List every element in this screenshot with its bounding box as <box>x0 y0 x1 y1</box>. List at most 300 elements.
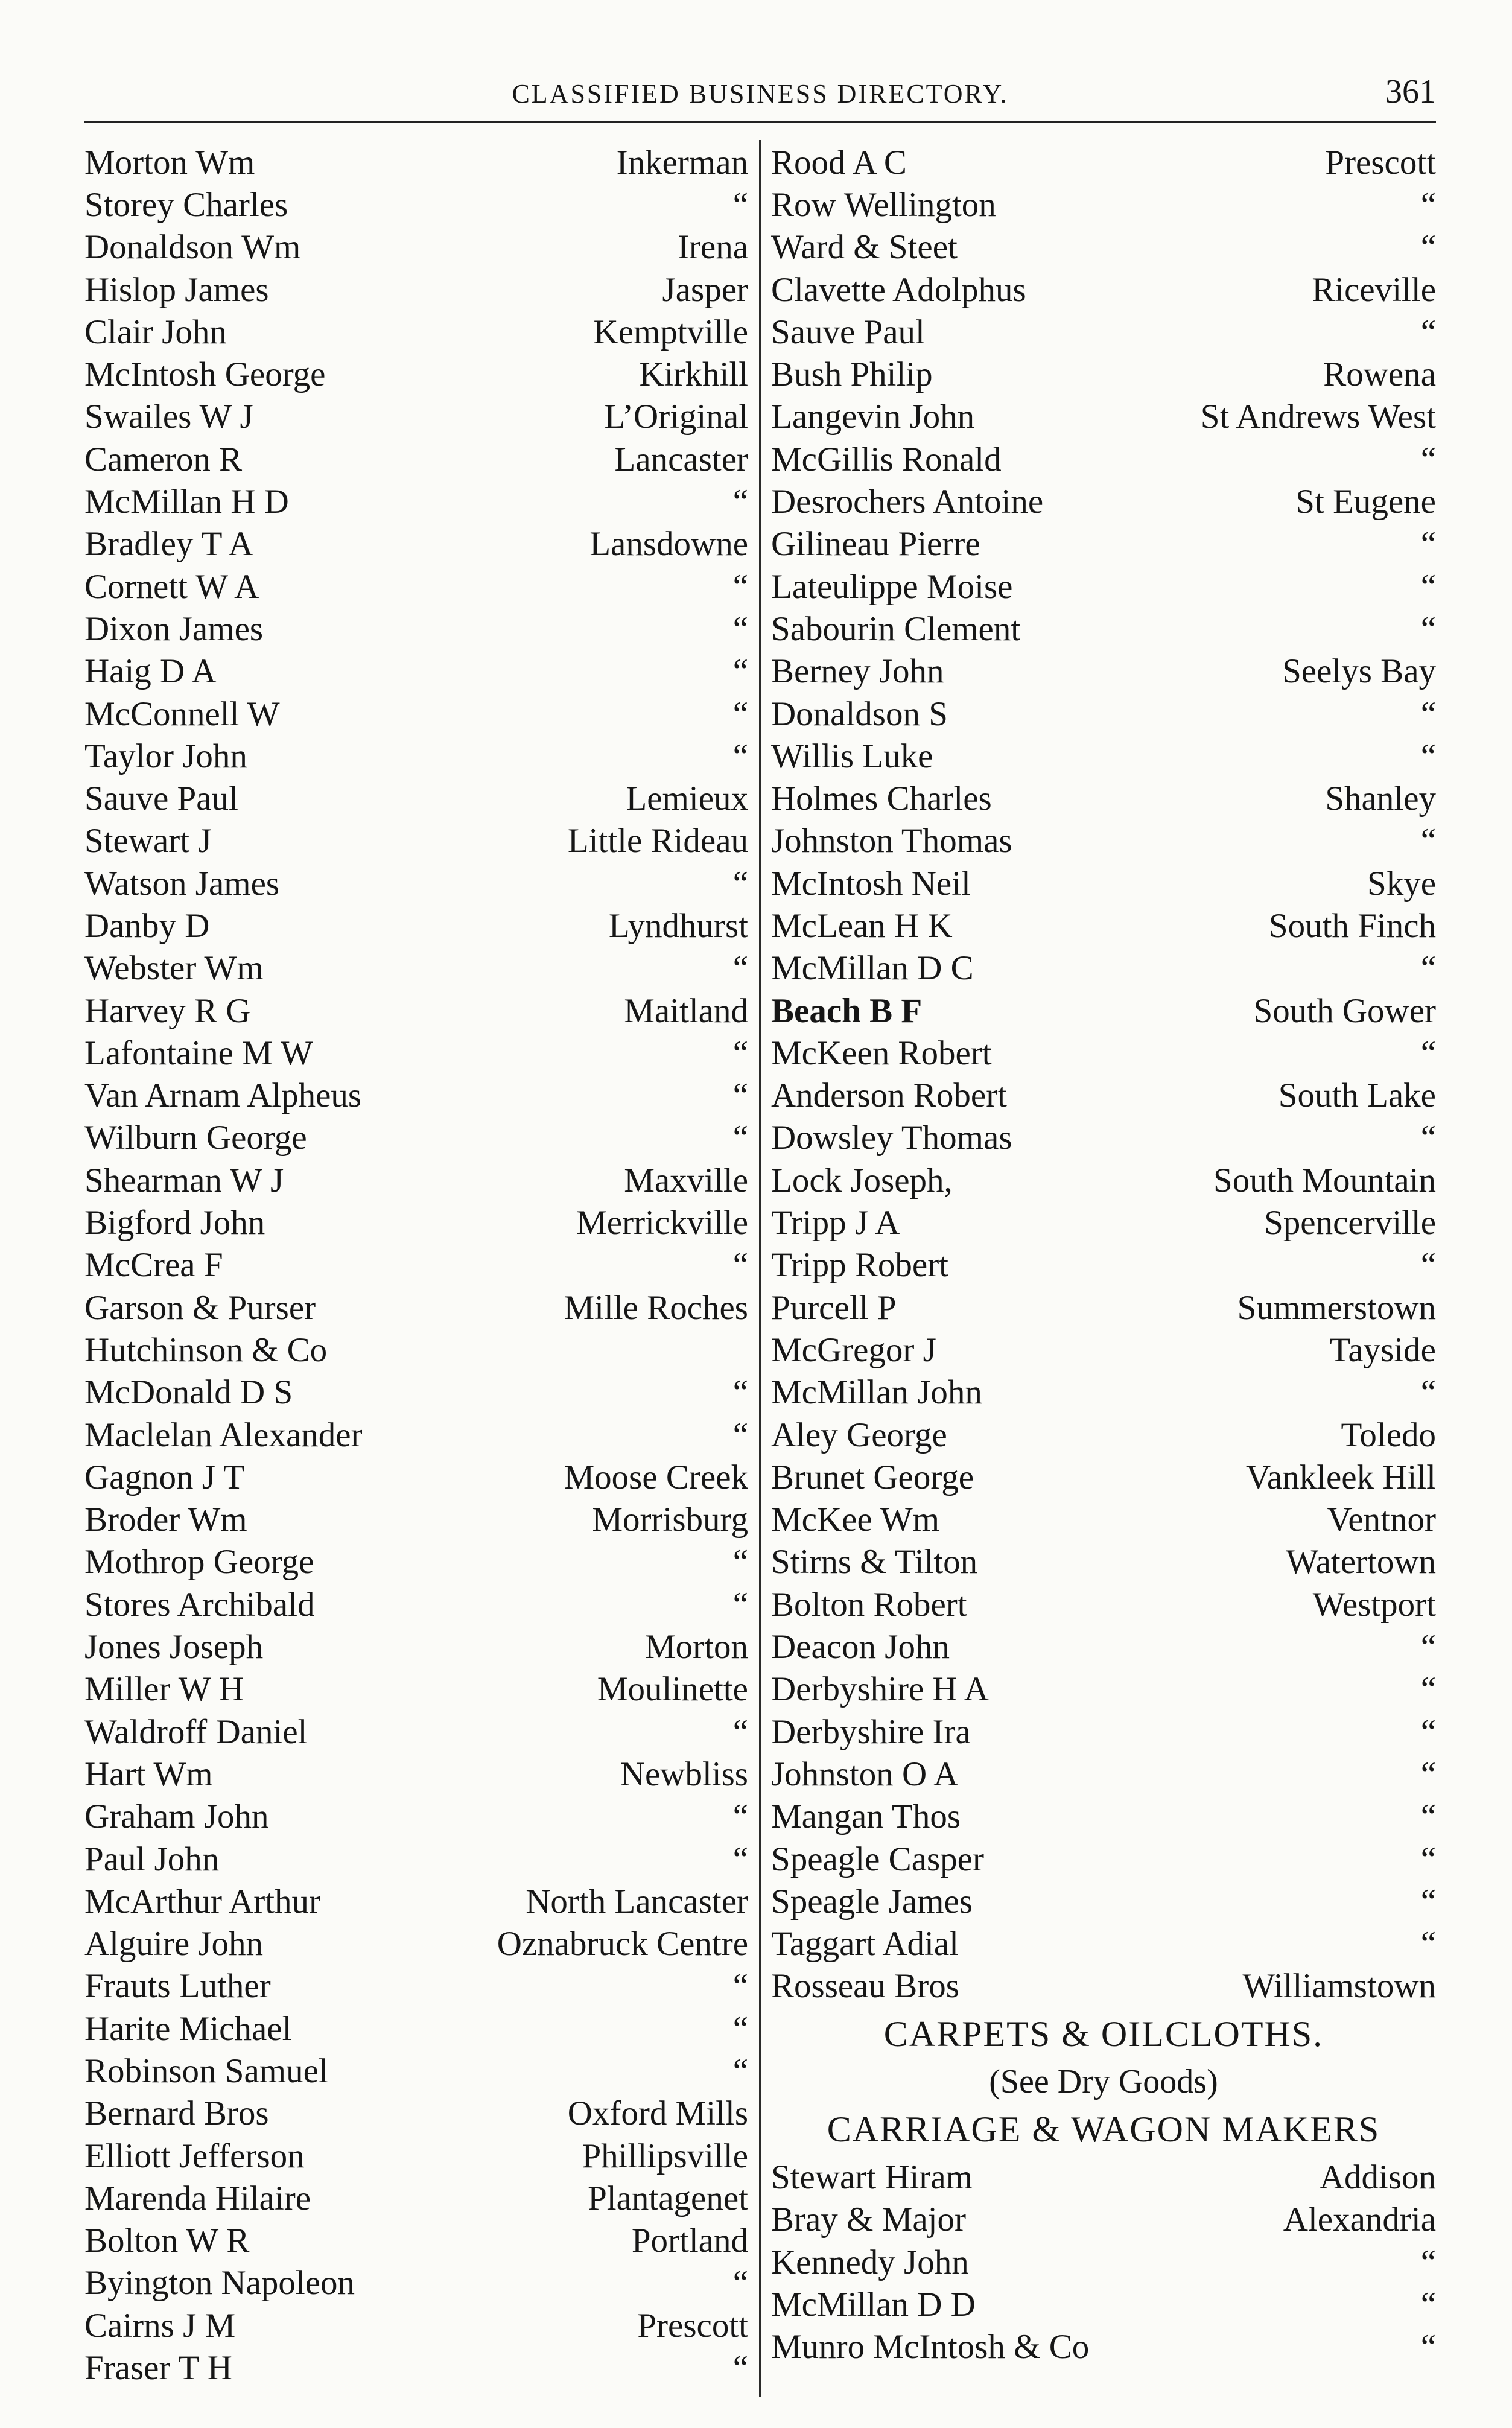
directory-entry <box>84 480 748 523</box>
directory-entry <box>84 1541 748 1583</box>
entry-name: Graham John <box>84 1797 269 1836</box>
entry-name: Bernard Bros <box>84 2094 269 2133</box>
entry-name: Cameron R <box>84 440 243 478</box>
entry-place: “ <box>732 185 748 224</box>
entry-name: Kennedy John <box>771 2243 969 2281</box>
entry-place: Summerstown <box>1237 1288 1436 1327</box>
entry-place: “ <box>732 483 748 521</box>
entry-place: “ <box>732 2052 748 2090</box>
entry-place: Westport <box>1312 1585 1436 1624</box>
entry-place: Newbliss <box>620 1755 748 1793</box>
entry-place: “ <box>1420 1840 1436 1878</box>
section-heading-carriage <box>771 2103 1436 2156</box>
directory-entry <box>84 2007 748 2050</box>
directory-entry <box>84 1880 748 1922</box>
entry-name: Marenda Hilaire <box>84 2179 311 2217</box>
entry-name: Lock Joseph, <box>771 1161 953 1200</box>
entry-place: “ <box>1420 1925 1436 1963</box>
entry-place: “ <box>732 1712 748 1751</box>
entry-name: Clair John <box>84 313 227 351</box>
entry-place: “ <box>1420 822 1436 860</box>
entry-place: “ <box>1420 2243 1436 2281</box>
directory-entry <box>84 226 748 269</box>
entry-place: “ <box>1420 1755 1436 1793</box>
entry-place: Moulinette <box>597 1670 748 1709</box>
directory-entry <box>84 2135 748 2177</box>
entry-name: Johnston O A <box>771 1755 959 1793</box>
directory-entry <box>771 1838 1436 1880</box>
entry-place: St Andrews West <box>1200 398 1436 436</box>
directory-entry <box>84 1796 748 1838</box>
entry-name: Lateulippe Moise <box>771 567 1013 606</box>
entry-place: Tayside <box>1329 1330 1436 1369</box>
entry-place: “ <box>732 1373 748 1412</box>
column-divider <box>759 140 761 2397</box>
entry-name: Donaldson S <box>771 694 948 733</box>
entry-name: Bolton W R <box>84 2222 250 2260</box>
entry-place: “ <box>1420 2285 1436 2324</box>
entry-name: Sauve Paul <box>84 780 238 818</box>
entry-name: Bolton Robert <box>771 1585 967 1624</box>
entry-place: Skye <box>1367 864 1436 903</box>
section-heading-carpets <box>771 2007 1436 2061</box>
entry-name: Tripp J A <box>771 1204 900 1242</box>
entry-name: Dixon James <box>84 609 264 648</box>
entry-name: Paul John <box>84 1840 220 1878</box>
directory-entry <box>84 862 748 904</box>
directory-entry <box>771 1583 1436 1626</box>
directory-entry <box>771 735 1436 777</box>
entry-name: Speagle James <box>771 1882 973 1921</box>
entry-name: Mangan Thos <box>771 1797 961 1836</box>
entry-place: Phillipsville <box>582 2137 748 2175</box>
entry-place: Seelys Bay <box>1282 652 1436 691</box>
entry-place: Lancaster <box>614 440 748 478</box>
directory-entry <box>84 1711 748 1753</box>
directory-entry <box>84 1244 748 1286</box>
directory-entry <box>84 1201 748 1244</box>
directory-entry <box>84 947 748 990</box>
directory-entry <box>771 565 1436 608</box>
entry-place: Moose Creek <box>564 1458 748 1496</box>
entry-place: “ <box>732 2349 748 2388</box>
entry-place: “ <box>732 1076 748 1115</box>
entry-name: Willis Luke <box>771 737 933 775</box>
entry-place: South Gower <box>1253 991 1436 1030</box>
entry-name: Stirns & Tilton <box>771 1543 978 1581</box>
entry-place: “ <box>1420 1034 1436 1072</box>
entry-place: “ <box>732 1797 748 1836</box>
entry-place: “ <box>732 737 748 775</box>
right-entries <box>771 141 1436 2007</box>
see-note-row <box>771 2061 1436 2103</box>
directory-entry <box>84 1286 748 1329</box>
entry-name: Bush Philip <box>771 355 933 394</box>
entry-place: South Mountain <box>1213 1161 1436 1200</box>
entry-name: McIntosh Neil <box>771 864 971 903</box>
entry-place: Lyndhurst <box>608 906 748 945</box>
entry-name: Sauve Paul <box>771 313 925 351</box>
entry-place: “ <box>1420 737 1436 775</box>
entry-place: Irena <box>677 228 748 267</box>
entry-name: Robinson Samuel <box>84 2052 328 2090</box>
directory-entry <box>771 1626 1436 1668</box>
entry-name: Purcell P <box>771 1288 897 1327</box>
directory-entry <box>771 1117 1436 1159</box>
entry-name: Clavette Adolphus <box>771 270 1026 309</box>
entry-name: Miller W H <box>84 1670 244 1709</box>
entry-name: Alguire John <box>84 1925 264 1963</box>
entry-place: Prescott <box>637 2306 748 2345</box>
directory-entry <box>84 1753 748 1795</box>
directory-entry <box>84 1159 748 1201</box>
entry-place: Morrisburg <box>592 1501 748 1539</box>
entry-name: Shearman W J <box>84 1161 284 1200</box>
entry-name: McMillan D C <box>771 949 974 988</box>
entry-name: McConnell W <box>84 694 280 733</box>
directory-entry <box>84 1965 748 2007</box>
entry-name: McKee Wm <box>771 1501 940 1539</box>
entry-place: “ <box>1420 1797 1436 1836</box>
entry-place: Inkerman <box>616 143 748 182</box>
directory-entry <box>84 693 748 735</box>
entry-place: Merrickville <box>576 1204 748 1242</box>
directory-entry <box>771 1286 1436 1329</box>
entry-place: “ <box>732 1416 748 1454</box>
entry-place: “ <box>732 1967 748 2006</box>
directory-entry <box>771 1032 1436 1074</box>
entry-place: “ <box>1420 525 1436 564</box>
entry-place: Plantagenet <box>588 2179 748 2217</box>
entry-name: Danby D <box>84 906 210 945</box>
directory-entry <box>771 862 1436 904</box>
directory-entry <box>84 311 748 353</box>
entry-name: Johnston Thomas <box>771 822 1012 860</box>
directory-entry <box>771 226 1436 269</box>
entry-name: Deacon John <box>771 1628 950 1667</box>
directory-entry <box>771 1880 1436 1922</box>
entry-name: McArthur Arthur <box>84 1882 321 1921</box>
page-number: 361 <box>1385 73 1436 110</box>
entry-place: Shanley <box>1325 780 1436 818</box>
entry-place: Little Rideau <box>567 822 748 860</box>
directory-entry <box>84 1583 748 1626</box>
directory-entry <box>771 1201 1436 1244</box>
entry-place: “ <box>732 1543 748 1581</box>
entry-name: Cornett W A <box>84 567 259 606</box>
entry-place: “ <box>1420 1373 1436 1412</box>
directory-entry <box>84 353 748 395</box>
directory-entry <box>84 2220 748 2262</box>
entry-name: Tripp Robert <box>771 1246 949 1285</box>
right-column <box>771 141 1436 2368</box>
entry-name: Bigford John <box>84 1204 265 1242</box>
directory-entry <box>84 565 748 608</box>
entry-name: Gilineau Pierre <box>771 525 980 564</box>
entry-place: “ <box>732 1119 748 1157</box>
entry-name: Hutchinson & Co <box>84 1330 328 1369</box>
directory-entry <box>84 396 748 438</box>
directory-entry <box>84 438 748 480</box>
entry-name: McMillan D D <box>771 2285 976 2324</box>
directory-entry <box>771 1965 1436 2007</box>
entry-name: Wilburn George <box>84 1119 307 1157</box>
entry-name: McCrea F <box>84 1246 223 1285</box>
directory-entry <box>771 1796 1436 1838</box>
entry-place: Portland <box>631 2222 748 2260</box>
entry-name: McKeen Robert <box>771 1034 992 1072</box>
directory-entry <box>84 2050 748 2092</box>
directory-entry <box>84 1668 748 1711</box>
directory-entry <box>84 2093 748 2135</box>
entry-place: Ventnor <box>1327 1501 1436 1539</box>
entry-place: “ <box>732 1246 748 1285</box>
directory-entry <box>771 269 1436 311</box>
directory-entry <box>84 608 748 650</box>
entry-name: Derbyshire Ira <box>771 1712 971 1751</box>
entry-name: Stewart Hiram <box>771 2158 973 2196</box>
entry-place: “ <box>732 864 748 903</box>
carriage-entries <box>771 2156 1436 2368</box>
directory-entry <box>84 1456 748 1498</box>
directory-entry <box>771 650 1436 693</box>
header-rule <box>84 121 1436 123</box>
entry-place: “ <box>1420 185 1436 224</box>
entry-place: Oznabruck Centre <box>497 1925 748 1963</box>
entry-name: Rood A C <box>771 143 907 182</box>
entry-place: Prescott <box>1325 143 1436 182</box>
directory-entry <box>771 1499 1436 1541</box>
entry-place: Alexandria <box>1283 2201 1436 2239</box>
directory-entry <box>771 777 1436 819</box>
directory-entry <box>84 269 748 311</box>
entry-place: “ <box>732 949 748 988</box>
directory-entry <box>771 183 1436 226</box>
directory-entry <box>771 1329 1436 1371</box>
carriage-heading: CARRIAGE & WAGON MAKERS <box>827 2109 1380 2149</box>
entry-place: “ <box>732 1840 748 1878</box>
directory-entry <box>771 693 1436 735</box>
entry-name: Donaldson Wm <box>84 228 301 267</box>
entry-name: Haig D A <box>84 652 217 691</box>
directory-entry <box>84 2177 748 2219</box>
entry-place: “ <box>1420 1712 1436 1751</box>
left-column <box>84 141 748 2389</box>
entry-name: Munro McIntosh & Co <box>771 2328 1090 2366</box>
directory-entry <box>771 311 1436 353</box>
entry-place: “ <box>1420 440 1436 478</box>
directory-entry <box>84 650 748 693</box>
directory-entry <box>771 2199 1436 2241</box>
entry-place: Kirkhill <box>639 355 748 394</box>
directory-entry <box>771 990 1436 1032</box>
entry-place: Morton <box>645 1628 748 1667</box>
page-header <box>84 72 1436 121</box>
entry-name: Dowsley Thomas <box>771 1119 1012 1157</box>
entry-place: “ <box>732 609 748 648</box>
directory-entry <box>771 1244 1436 1286</box>
entry-name: Rosseau Bros <box>771 1967 959 2006</box>
entry-name: Webster Wm <box>84 949 264 988</box>
directory-entry <box>771 438 1436 480</box>
entry-name: Holmes Charles <box>771 780 992 818</box>
entry-name: McMillan H D <box>84 483 289 521</box>
entry-name: Waldroff Daniel <box>84 1712 308 1751</box>
entry-name: Elliott Jefferson <box>84 2137 305 2175</box>
entry-place: Lemieux <box>626 780 748 818</box>
directory-entry <box>771 2283 1436 2325</box>
directory-entry <box>771 141 1436 183</box>
directory-entry <box>771 2326 1436 2368</box>
entry-name: Swailes W J <box>84 398 253 436</box>
entry-place: “ <box>1420 567 1436 606</box>
directory-entry <box>84 1626 748 1668</box>
entry-name: McGillis Ronald <box>771 440 1002 478</box>
entry-name: McDonald D S <box>84 1373 293 1412</box>
entry-place: “ <box>732 1034 748 1072</box>
entry-place: Mille Roches <box>564 1288 748 1327</box>
entry-name: Van Arnam Alpheus <box>84 1076 362 1115</box>
entry-name: Broder Wm <box>84 1501 247 1539</box>
directory-entry <box>771 608 1436 650</box>
directory-entry <box>84 777 748 819</box>
entry-place: Maxville <box>624 1161 748 1200</box>
entry-place: “ <box>732 567 748 606</box>
entry-name: McLean H K <box>771 906 953 945</box>
entry-place: Vankleek Hill <box>1245 1458 1436 1496</box>
entry-place: “ <box>1420 313 1436 351</box>
entry-place: “ <box>1420 1246 1436 1285</box>
directory-entry <box>771 904 1436 947</box>
entry-place: Oxford Mills <box>567 2094 748 2133</box>
directory-entry <box>771 1753 1436 1795</box>
entry-place: Spencerville <box>1264 1204 1436 1242</box>
entry-place: Lansdowne <box>589 525 748 564</box>
entry-place: “ <box>732 694 748 733</box>
entry-name: Storey Charles <box>84 185 288 224</box>
directory-entry <box>771 1711 1436 1753</box>
entry-name: Maclelan Alexander <box>84 1416 363 1454</box>
entry-place: South Finch <box>1268 906 1436 945</box>
entry-place: Kemptville <box>593 313 748 351</box>
entry-name: Anderson Robert <box>771 1076 1008 1115</box>
directory-entry <box>84 1329 748 1371</box>
entry-name: McIntosh George <box>84 355 326 394</box>
directory-entry <box>771 1456 1436 1498</box>
directory-entry <box>771 820 1436 862</box>
directory-entry <box>84 2262 748 2304</box>
directory-entry <box>771 1668 1436 1711</box>
entry-name: Desrochers Antoine <box>771 483 1044 521</box>
entry-name: Mothrop George <box>84 1543 314 1581</box>
entry-name: Stewart J <box>84 822 212 860</box>
running-head: CLASSIFIED BUSINESS DIRECTORY. <box>512 79 1009 109</box>
entry-place: Jasper <box>662 270 748 309</box>
entry-place: St Eugene <box>1295 483 1436 521</box>
directory-entry <box>84 523 748 565</box>
entry-name: Langevin John <box>771 398 975 436</box>
entry-place: South Lake <box>1278 1076 1436 1115</box>
directory-entry <box>771 2241 1436 2283</box>
entry-place: “ <box>732 652 748 691</box>
directory-entry <box>84 1414 748 1456</box>
entry-place: “ <box>732 2264 748 2302</box>
directory-entry <box>84 1032 748 1074</box>
entry-name: Watson James <box>84 864 280 903</box>
entry-place: Maitland <box>624 991 748 1030</box>
directory-entry <box>84 1922 748 1965</box>
entry-name: Fraser T H <box>84 2349 232 2388</box>
entry-place: “ <box>1420 2328 1436 2366</box>
directory-entry <box>771 1414 1436 1456</box>
directory-entry <box>771 396 1436 438</box>
directory-entry <box>84 141 748 183</box>
see-dry-goods-note: (See Dry Goods) <box>989 2063 1218 2101</box>
entry-name: Hislop James <box>84 270 269 309</box>
directory-entry <box>84 2347 748 2389</box>
entry-name: Gagnon J T <box>84 1458 244 1496</box>
entry-place: Watertown <box>1286 1543 1436 1581</box>
entry-place: North Lancaster <box>526 1882 748 1921</box>
entry-place: Rowena <box>1323 355 1436 394</box>
entry-name: Bray & Major <box>771 2201 966 2239</box>
directory-entry <box>84 990 748 1032</box>
entry-name: Brunet George <box>771 1458 974 1496</box>
entry-place: Riceville <box>1312 270 1436 309</box>
directory-entry <box>84 1117 748 1159</box>
entry-name: Berney John <box>771 652 944 691</box>
entry-name: Morton Wm <box>84 143 255 182</box>
entry-name: Hart Wm <box>84 1755 213 1793</box>
entry-name: Frauts Luther <box>84 1967 271 2006</box>
entry-place: “ <box>1420 1119 1436 1157</box>
entry-place: Williamstown <box>1242 1967 1436 2006</box>
entry-name: Beach B F <box>771 991 923 1030</box>
entry-place: “ <box>1420 1882 1436 1921</box>
entry-name: Taylor John <box>84 737 247 775</box>
entry-name: Byington Napoleon <box>84 2264 355 2302</box>
directory-entry <box>771 523 1436 565</box>
entry-place: “ <box>1420 1628 1436 1667</box>
entry-name: McGregor J <box>771 1330 936 1369</box>
entry-name: Taggart Adial <box>771 1925 959 1963</box>
entry-name: Lafontaine M W <box>84 1034 313 1072</box>
directory-entry <box>771 480 1436 523</box>
directory-entry <box>771 2156 1436 2198</box>
entry-name: Harite Michael <box>84 2009 292 2048</box>
directory-entry <box>771 1075 1436 1117</box>
directory-entry <box>84 820 748 862</box>
entry-place: “ <box>732 1585 748 1624</box>
directory-entry <box>84 735 748 777</box>
entry-name: Derbyshire H A <box>771 1670 989 1709</box>
entry-name: Bradley T A <box>84 525 253 564</box>
directory-entry <box>771 1541 1436 1583</box>
entry-place: “ <box>1420 609 1436 648</box>
directory-entry <box>84 1371 748 1414</box>
directory-entry <box>771 1159 1436 1201</box>
entry-name: Sabourin Clement <box>771 609 1021 648</box>
entry-name: Speagle Casper <box>771 1840 984 1878</box>
entry-name: Garson & Purser <box>84 1288 316 1327</box>
entry-name: Stores Archibald <box>84 1585 315 1624</box>
directory-entry <box>771 1922 1436 1965</box>
directory-entry <box>771 1371 1436 1414</box>
directory-entry <box>84 2304 748 2347</box>
entry-place: Addison <box>1319 2158 1436 2196</box>
entry-name: Aley George <box>771 1416 947 1454</box>
entry-name: Ward & Steet <box>771 228 958 267</box>
